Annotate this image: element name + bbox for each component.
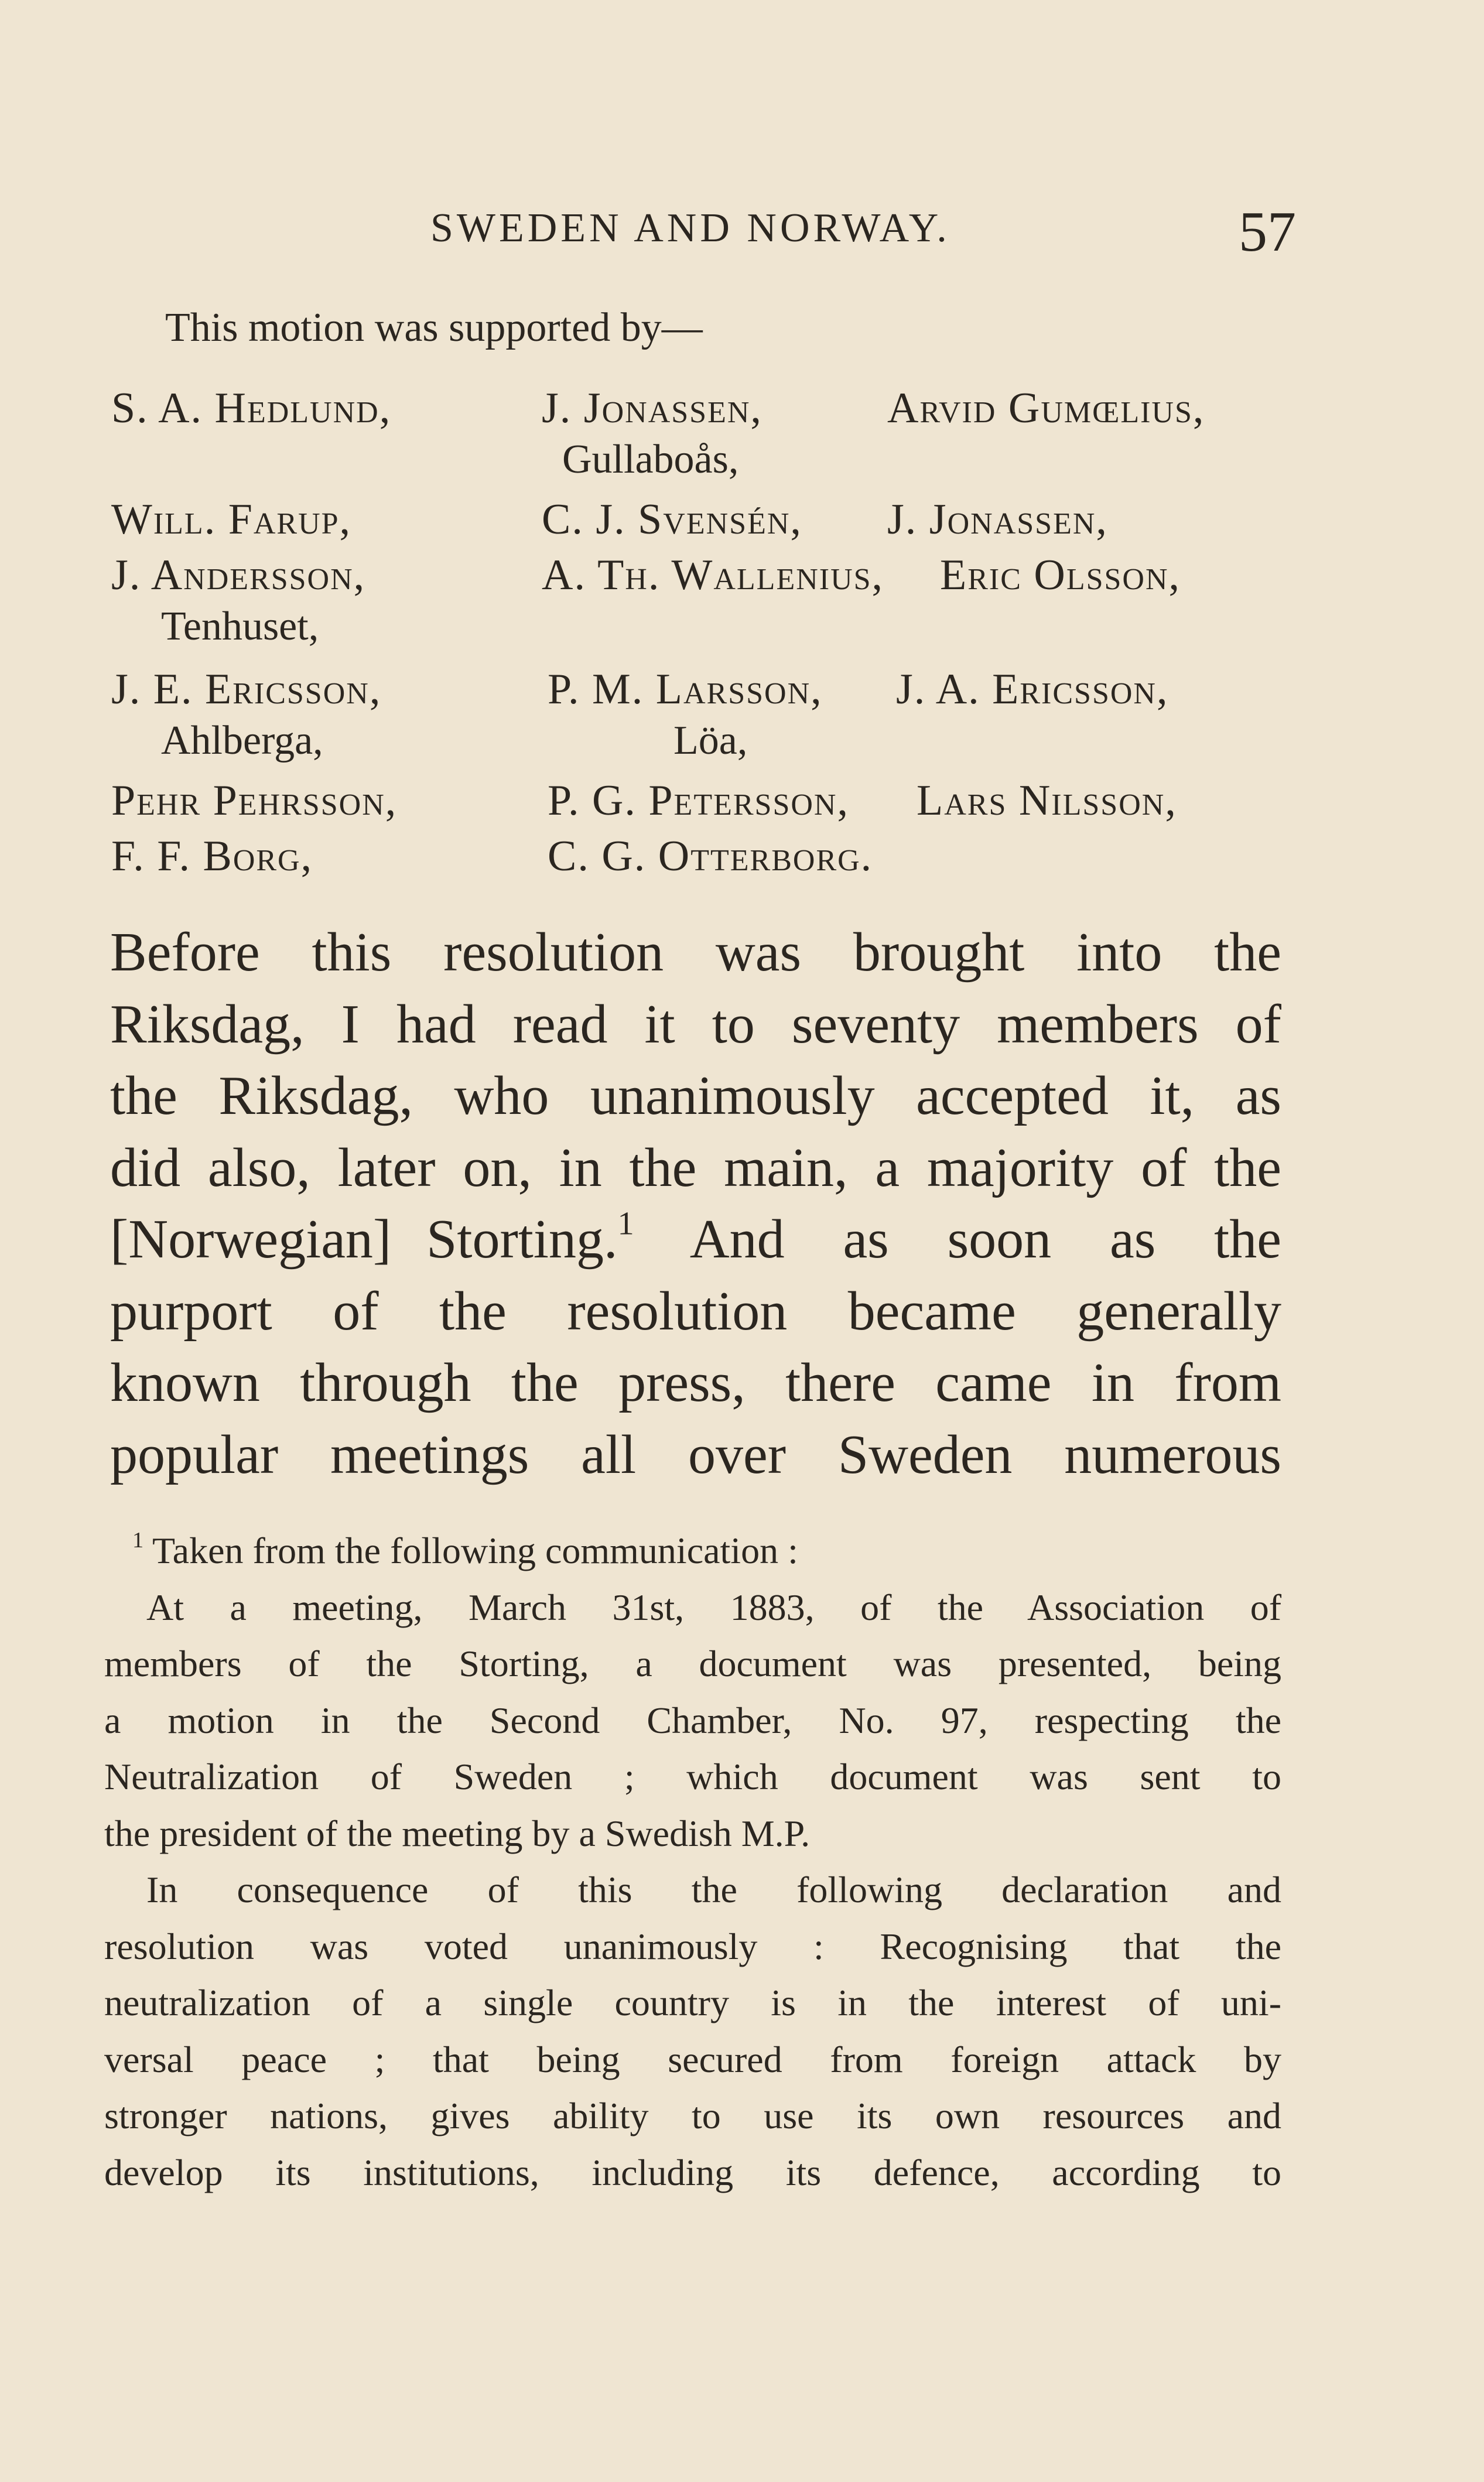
body-line-suffix: And as soon as the: [689, 1209, 1281, 1270]
body-line: Riksdag, I had read it to seventy members of: [110, 993, 1281, 1055]
signatory-name: J. Andersson,: [111, 551, 366, 599]
page-number: 57: [1239, 200, 1296, 264]
signatory-name: J. Jonassen,: [887, 495, 1108, 543]
body-line-text: [Norwegian] Storting.: [110, 1209, 618, 1270]
signatory-name: Lars Nilsson,: [917, 777, 1177, 825]
intro-line: This motion was supported by—: [165, 305, 703, 350]
signatory-name: Pehr Pehrsson,: [111, 777, 398, 825]
signatory-name: J. A. Ericsson,: [896, 665, 1169, 713]
signatory-name: Arvid Gumœlius,: [887, 384, 1205, 432]
signatory-name: Will. Farup,: [111, 495, 352, 543]
body-paragraph: [110, 917, 1281, 1490]
footnote-line: versal peace ; that being secured from foreign attack by: [104, 2038, 1281, 2080]
body-line: did also, later on, in the main, a majority of the: [110, 1137, 1281, 1198]
signatory-name: P. M. Larsson,: [548, 665, 823, 713]
footnote-marker: 1: [132, 1528, 144, 1553]
body-line: known through the press, there came in from: [110, 1352, 1281, 1413]
footnote-line: a motion in the Second Chamber, No. 97, respecting the: [104, 1699, 1281, 1741]
signatory-location: Löa,: [673, 718, 748, 763]
signatory-name: A. Th. Wallenius,: [542, 551, 884, 599]
footnote-line: At a meeting, March 31st, 1883, of the Association of: [146, 1586, 1281, 1628]
signatory-name: Eric Olsson,: [940, 551, 1181, 599]
footnote-reference[interactable]: 1: [617, 1205, 634, 1242]
footnote-line: In consequence of this the following declaration and: [146, 1869, 1281, 1910]
body-line: purport of the resolution became generally: [110, 1280, 1281, 1342]
body-line-with-footnote: [110, 1204, 1281, 1276]
signatory-name: J. Jonassen,: [542, 384, 762, 432]
signatory-name: C. G. Otterborg.: [548, 832, 873, 880]
footnote-line: the president of the meeting by a Swedish M.P.: [104, 1812, 811, 1854]
signatory-name: S. A. Hedlund,: [111, 384, 392, 432]
signatory-location: Gullaboås,: [562, 437, 739, 482]
signatory-location: Ahlberga,: [161, 718, 323, 763]
body-line: Before this resolution was brought into the: [110, 922, 1281, 983]
footnote-line: members of the Storting, a document was presented, being: [104, 1643, 1281, 1684]
running-head: [0, 199, 1484, 264]
footnote-line: resolution was voted unanimously : Recognising that the: [104, 1925, 1281, 1967]
footnote: [104, 1523, 1281, 2201]
signatory-location: Tenhuset,: [161, 604, 319, 649]
signatory-name: C. J. Svensén,: [542, 495, 802, 543]
running-title: SWEDEN AND NORWAY.: [430, 206, 950, 251]
body-line: popular meetings all over Sweden numerous: [110, 1424, 1281, 1485]
footnote-first-line: [104, 1523, 1281, 1580]
footnote-line: stronger nations, gives ability to use its own resources and: [104, 2095, 1281, 2136]
body-line: the Riksdag, who unanimously accepted it, as: [110, 1065, 1281, 1126]
footnote-line: neutralization of a single country is in the interest of uni-: [104, 1982, 1281, 2023]
footnote-line: Neutralization of Sweden ; which document was sent to: [104, 1756, 1281, 1797]
signatory-name: F. F. Borg,: [111, 832, 313, 880]
signatory-name: J. E. Ericsson,: [111, 665, 382, 713]
footnote-line: develop its institutions, including its defence, according to: [104, 2151, 1281, 2193]
signatory-name: P. G. Petersson,: [548, 777, 849, 825]
footnote-text: Taken from the following communication :: [152, 1530, 798, 1571]
